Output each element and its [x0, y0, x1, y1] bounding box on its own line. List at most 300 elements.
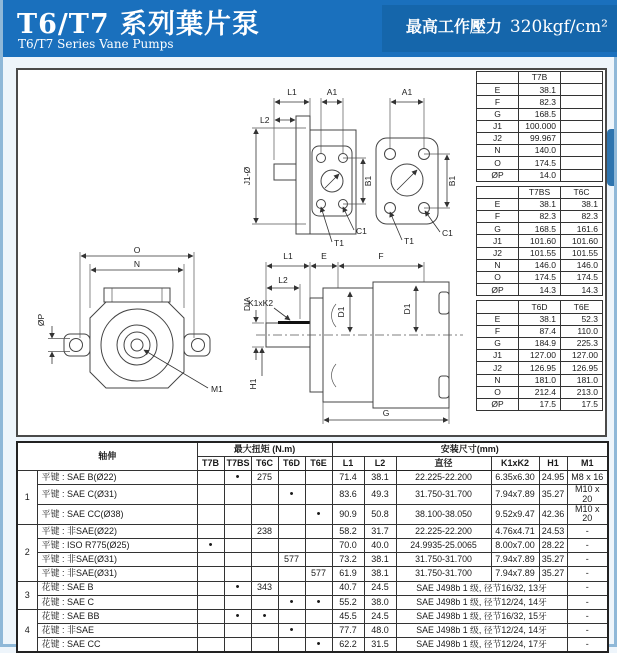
dim-value — [561, 132, 603, 144]
torque-cell: 577 — [305, 567, 332, 581]
callout-t1-1: T1 — [334, 238, 344, 248]
callout-m1: M1 — [211, 384, 223, 394]
torque-cell — [197, 595, 224, 609]
dim-table-t7bs-t6c — [476, 186, 603, 297]
dim-label-g: G — [382, 408, 390, 418]
spec-row — [17, 581, 608, 595]
dim-param: J2 — [477, 132, 519, 144]
dim-label-b1-2: B1 — [447, 175, 457, 187]
max-pressure-value: 320kgf/cm² — [509, 17, 608, 37]
dim-param: J1 — [477, 120, 519, 132]
torque-cell — [305, 624, 332, 638]
spec-row — [17, 638, 608, 652]
m1-value: - — [567, 539, 608, 553]
dim-param: G — [477, 108, 519, 120]
torque-cell — [305, 581, 332, 595]
group-number: 1 — [17, 470, 37, 524]
dim-table-row — [477, 157, 603, 169]
group-number: 4 — [17, 609, 37, 652]
torque-cell — [197, 485, 224, 505]
callout-c1-2: C1 — [442, 228, 453, 238]
h1-value: 35.27 — [539, 567, 567, 581]
spline-spec: SAE J498b 1 级, 径节16/32, 13牙 — [396, 581, 567, 595]
torque-cell — [278, 539, 305, 553]
dim-param: F — [477, 211, 519, 223]
h1-value: 35.27 — [539, 485, 567, 505]
max-pressure-label: 最高工作壓力 — [405, 19, 502, 36]
k1k2-value: 4.76x4.71 — [491, 524, 539, 538]
diagram-panel — [16, 68, 607, 437]
l1-value: 83.6 — [332, 485, 364, 505]
torque-cell — [305, 539, 332, 553]
dim-param: N — [477, 145, 519, 157]
dim-param: ØP — [477, 398, 519, 410]
dim-value: 146.0 — [519, 259, 561, 271]
spline-spec: SAE J498b 1 级, 径节16/32, 15牙 — [396, 609, 567, 623]
header-model: T6E — [305, 456, 332, 470]
torque-cell — [305, 524, 332, 538]
group-number: 3 — [17, 581, 37, 609]
dim-table-row — [477, 223, 603, 235]
torque-cell — [305, 470, 332, 484]
dim-table-model-header: T7BS — [519, 186, 561, 198]
header-model: T6C — [251, 456, 278, 470]
shaft-type-label: 平键 : 非SAE(Ø31) — [37, 553, 197, 567]
dim-value: 126.95 — [519, 362, 561, 374]
torque-cell — [224, 595, 251, 609]
torque-cell: 238 — [251, 524, 278, 538]
dim-value: 225.3 — [561, 337, 603, 349]
pump-rear-face-diagram — [244, 76, 494, 248]
torque-cell — [224, 539, 251, 553]
dim-table-row — [477, 84, 603, 96]
shaft-type-label: 花键 : SAE BB — [37, 609, 197, 623]
callout-k1k2: K1xK2 — [248, 298, 274, 308]
torque-cell: • — [197, 539, 224, 553]
dim-table-row — [477, 96, 603, 108]
m1-value: - — [567, 624, 608, 638]
dim-table-row — [477, 272, 603, 284]
torque-cell: • — [251, 609, 278, 623]
dim-param: E — [477, 313, 519, 325]
dim-table-model-header: T6E — [561, 301, 603, 313]
torque-cell: • — [278, 624, 305, 638]
dim-param: E — [477, 198, 519, 210]
dim-value: 181.0 — [561, 374, 603, 386]
dim-param: J2 — [477, 247, 519, 259]
spline-spec: SAE J498b 1 级, 径节12/24, 17牙 — [396, 638, 567, 652]
dim-value: 82.3 — [561, 211, 603, 223]
h1-value: 35.27 — [539, 553, 567, 567]
dim-table-row — [477, 325, 603, 337]
diameter-value: 31.750-31.700 — [396, 553, 491, 567]
dim-label-n: N — [133, 259, 141, 269]
l1-value: 77.7 — [332, 624, 364, 638]
dim-param: G — [477, 337, 519, 349]
dim-value: 212.4 — [519, 386, 561, 398]
shaft-type-label: 平键 : SAE C(Ø31) — [37, 485, 197, 505]
dim-table-row — [477, 350, 603, 362]
l1-value: 55.2 — [332, 595, 364, 609]
torque-cell: 275 — [251, 470, 278, 484]
dim-value: 161.6 — [561, 223, 603, 235]
dim-param: J1 — [477, 235, 519, 247]
k1k2-value: 9.52x9.47 — [491, 504, 539, 524]
m1-value: - — [567, 567, 608, 581]
shaft-type-label: 平键 : 非SAE(Ø31) — [37, 567, 197, 581]
torque-cell: • — [305, 595, 332, 609]
header-dim: M1 — [567, 456, 608, 470]
torque-cell: 577 — [278, 553, 305, 567]
dim-table-model-header — [477, 72, 519, 84]
dim-table-row — [477, 169, 603, 181]
torque-cell — [278, 609, 305, 623]
dim-value: 101.60 — [519, 235, 561, 247]
k1k2-value: 7.94x7.89 — [491, 567, 539, 581]
dim-value: 101.60 — [561, 235, 603, 247]
spline-spec: SAE J498b 1 级, 径节12/24, 14牙 — [396, 624, 567, 638]
shaft-type-label: 花键 : SAE CC — [37, 638, 197, 652]
torque-cell: • — [278, 485, 305, 505]
header-dim: H1 — [539, 456, 567, 470]
header-model: T7BS — [224, 456, 251, 470]
l1-value: 61.9 — [332, 567, 364, 581]
dim-value — [561, 96, 603, 108]
dim-table-row — [477, 284, 603, 296]
torque-cell — [278, 638, 305, 652]
spec-header-row-1 — [17, 442, 608, 456]
l2-value: 49.3 — [364, 485, 396, 505]
m1-value: M10 x 20 — [567, 504, 608, 524]
dim-table-model-header — [561, 72, 603, 84]
dim-value: 168.5 — [519, 223, 561, 235]
dim-table-row — [477, 386, 603, 398]
torque-cell — [305, 485, 332, 505]
dim-table-model-header: T7B — [519, 72, 561, 84]
dim-value: 82.3 — [519, 211, 561, 223]
dim-table-model-header — [477, 301, 519, 313]
l2-value: 38.1 — [364, 553, 396, 567]
torque-cell — [224, 553, 251, 567]
dim-param: ØP — [477, 284, 519, 296]
dim-value: 82.3 — [519, 96, 561, 108]
shaft-spec-table — [16, 441, 609, 653]
spec-row — [17, 524, 608, 538]
dim-value: 213.0 — [561, 386, 603, 398]
l2-value: 38.1 — [364, 470, 396, 484]
shaft-type-label: 平键 : SAE CC(Ø38) — [37, 504, 197, 524]
dim-label-h1: H1 — [248, 378, 258, 390]
dim-value: 38.1 — [561, 198, 603, 210]
dim-table-row — [477, 198, 603, 210]
dim-value: 127.00 — [519, 350, 561, 362]
torque-cell — [251, 504, 278, 524]
l2-value: 50.8 — [364, 504, 396, 524]
dim-value: 174.5 — [519, 157, 561, 169]
torque-cell — [251, 638, 278, 652]
dim-label-o: O — [133, 245, 141, 255]
m1-value: M8 x 16 — [567, 470, 608, 484]
dim-value: 127.00 — [561, 350, 603, 362]
h1-value: 24.95 — [539, 470, 567, 484]
l2-value: 24.5 — [364, 581, 396, 595]
dim-value: 100.000 — [519, 120, 561, 132]
torque-cell: • — [305, 638, 332, 652]
dim-table-t7b — [476, 71, 603, 182]
torque-cell — [224, 524, 251, 538]
dim-value: 181.0 — [519, 374, 561, 386]
header-model: T6D — [278, 456, 305, 470]
shaft-type-label: 平键 : SAE B(Ø22) — [37, 470, 197, 484]
torque-cell — [224, 624, 251, 638]
header-dim: 直径 — [396, 456, 491, 470]
dim-value — [561, 108, 603, 120]
dim-label-op: ØP — [36, 313, 46, 327]
dim-label-e: E — [321, 251, 327, 261]
torque-cell — [278, 470, 305, 484]
spline-spec: SAE J498b 1 级, 径节12/24, 14牙 — [396, 595, 567, 609]
dim-param: J2 — [477, 362, 519, 374]
dim-table-header-row — [477, 72, 603, 84]
dim-value: 38.1 — [519, 198, 561, 210]
dim-table-t6d-t6e — [476, 300, 603, 411]
spec-row — [17, 470, 608, 484]
dim-value: 101.55 — [519, 247, 561, 259]
dim-value: 38.1 — [519, 84, 561, 96]
torque-cell — [305, 609, 332, 623]
dim-table-row — [477, 211, 603, 223]
m1-value: M10 x 20 — [567, 485, 608, 505]
torque-cell — [197, 553, 224, 567]
k1k2-value: 7.94x7.89 — [491, 553, 539, 567]
dim-value: 101.55 — [561, 247, 603, 259]
m1-value: - — [567, 553, 608, 567]
callout-c1-1: C1 — [356, 226, 367, 236]
m1-value: - — [567, 595, 608, 609]
dim-value: 17.5 — [519, 398, 561, 410]
dim-value — [561, 84, 603, 96]
dim-value: 140.0 — [519, 145, 561, 157]
dim-label-dia: DIA — [242, 296, 252, 312]
dim-param: ØP — [477, 169, 519, 181]
dim-value: 14.0 — [519, 169, 561, 181]
l1-value: 58.2 — [332, 524, 364, 538]
l1-value: 90.9 — [332, 504, 364, 524]
torque-cell — [251, 624, 278, 638]
page-title: T6/T7 系列葉片泵 — [17, 9, 261, 40]
dim-table-row — [477, 259, 603, 271]
dim-value: 174.5 — [519, 272, 561, 284]
torque-cell — [197, 567, 224, 581]
group-number: 2 — [17, 524, 37, 581]
spec-row — [17, 609, 608, 623]
torque-cell: • — [224, 470, 251, 484]
torque-cell: 343 — [251, 581, 278, 595]
callout-t1-2: T1 — [404, 236, 414, 246]
torque-cell — [251, 567, 278, 581]
torque-cell — [278, 567, 305, 581]
diameter-value: 31.750-31.700 — [396, 485, 491, 505]
dim-param: O — [477, 272, 519, 284]
dim-table-model-header: T6D — [519, 301, 561, 313]
dim-value — [561, 169, 603, 181]
dim-value — [561, 157, 603, 169]
dim-label-d1-2: D1 — [402, 303, 412, 315]
diameter-value: 24.9935-25.0065 — [396, 539, 491, 553]
dim-label-a1-2: A1 — [401, 87, 413, 97]
header-dim: L1 — [332, 456, 364, 470]
spec-row — [17, 567, 608, 581]
dim-param: J1 — [477, 350, 519, 362]
dim-param: N — [477, 259, 519, 271]
dim-param: O — [477, 157, 519, 169]
spec-row — [17, 553, 608, 567]
dim-param: F — [477, 96, 519, 108]
page-header — [3, 0, 617, 57]
torque-cell — [197, 638, 224, 652]
dim-label-l2: L2 — [278, 275, 288, 285]
dim-value: 38.1 — [519, 313, 561, 325]
page-subtitle: T6/T7 Series Vane Pumps — [18, 37, 174, 51]
diameter-value: 31.750-31.700 — [396, 567, 491, 581]
dim-table-row — [477, 132, 603, 144]
torque-cell: • — [278, 595, 305, 609]
torque-cell — [197, 581, 224, 595]
dim-label-l1: L1 — [283, 251, 293, 261]
header-model: T7B — [197, 456, 224, 470]
dim-value: 110.0 — [561, 325, 603, 337]
torque-cell — [224, 504, 251, 524]
dim-value: 146.0 — [561, 259, 603, 271]
l1-value: 73.2 — [332, 553, 364, 567]
dim-param: G — [477, 223, 519, 235]
l1-value: 45.5 — [332, 609, 364, 623]
dim-label-l1: L1 — [287, 87, 297, 97]
torque-cell — [197, 524, 224, 538]
torque-cell — [224, 485, 251, 505]
dim-table-model-header: T6C — [561, 186, 603, 198]
dim-value — [561, 145, 603, 157]
dim-table-row — [477, 313, 603, 325]
dim-value: 87.4 — [519, 325, 561, 337]
l2-value: 48.0 — [364, 624, 396, 638]
dim-label-f: F — [378, 251, 384, 261]
dim-value: 14.3 — [561, 284, 603, 296]
shaft-type-label: 花键 : SAE B — [37, 581, 197, 595]
k1k2-value: 7.94x7.89 — [491, 485, 539, 505]
bookmark-tab[interactable] — [607, 129, 614, 186]
dim-value: 126.95 — [561, 362, 603, 374]
shaft-type-label: 平键 : 非SAE(Ø22) — [37, 524, 197, 538]
dim-table-row — [477, 108, 603, 120]
dim-table-header-row — [477, 186, 603, 198]
torque-cell — [197, 624, 224, 638]
dim-value: 184.9 — [519, 337, 561, 349]
m1-value: - — [567, 609, 608, 623]
torque-cell — [305, 553, 332, 567]
h1-value: 42.36 — [539, 504, 567, 524]
h1-value: 24.53 — [539, 524, 567, 538]
k1k2-value: 6.35x6.30 — [491, 470, 539, 484]
torque-cell — [197, 609, 224, 623]
dim-table-row — [477, 374, 603, 386]
pump-front-view-diagram — [32, 245, 262, 435]
dim-value — [561, 120, 603, 132]
header-torque: 最大扭矩 (N.m) — [197, 442, 332, 456]
torque-cell: • — [224, 609, 251, 623]
shaft-type-label: 花键 : 非SAE — [37, 624, 197, 638]
torque-cell — [197, 470, 224, 484]
dim-value: 14.3 — [519, 284, 561, 296]
dim-value: 99.967 — [519, 132, 561, 144]
dim-label-a1-1: A1 — [326, 87, 338, 97]
dim-label-d1-1: D1 — [336, 306, 346, 318]
torque-cell — [251, 539, 278, 553]
max-pressure — [406, 14, 608, 37]
spec-row — [17, 539, 608, 553]
l2-value: 40.0 — [364, 539, 396, 553]
spec-row — [17, 504, 608, 524]
shaft-type-label: 平键 : ISO R775(Ø25) — [37, 539, 197, 553]
torque-cell — [224, 567, 251, 581]
dim-table-model-header — [477, 186, 519, 198]
dim-param: O — [477, 386, 519, 398]
m1-value: - — [567, 638, 608, 652]
l2-value: 38.0 — [364, 595, 396, 609]
dim-table-row — [477, 337, 603, 349]
torque-cell — [224, 638, 251, 652]
diameter-value: 38.100-38.050 — [396, 504, 491, 524]
dim-table-row — [477, 145, 603, 157]
torque-cell — [251, 485, 278, 505]
m1-value: - — [567, 581, 608, 595]
dim-label-b1-1: B1 — [363, 175, 373, 187]
header-shaft: 轴伸 — [17, 442, 197, 470]
dim-table-row — [477, 398, 603, 410]
dim-value: 168.5 — [519, 108, 561, 120]
dim-label-j1: J1-Ø — [242, 166, 252, 186]
dimension-tables — [476, 71, 603, 415]
torque-cell — [251, 595, 278, 609]
spec-row — [17, 595, 608, 609]
header-dim: L2 — [364, 456, 396, 470]
torque-cell — [251, 553, 278, 567]
l2-value: 38.1 — [364, 567, 396, 581]
m1-value: - — [567, 524, 608, 538]
l1-value: 70.0 — [332, 539, 364, 553]
header-mount: 安装尺寸(mm) — [332, 442, 608, 456]
dim-param: F — [477, 325, 519, 337]
dim-value: 52.3 — [561, 313, 603, 325]
torque-cell — [278, 504, 305, 524]
spec-row — [17, 624, 608, 638]
torque-cell — [197, 504, 224, 524]
torque-cell: • — [305, 504, 332, 524]
h1-value: 28.22 — [539, 539, 567, 553]
pump-side-view-diagram — [242, 244, 493, 434]
dim-table-row — [477, 247, 603, 259]
l2-value: 31.7 — [364, 524, 396, 538]
dim-param: N — [477, 374, 519, 386]
l1-value: 71.4 — [332, 470, 364, 484]
l1-value: 40.7 — [332, 581, 364, 595]
l1-value: 62.2 — [332, 638, 364, 652]
shaft-type-label: 花键 : SAE C — [37, 595, 197, 609]
l2-value: 31.5 — [364, 638, 396, 652]
dim-param: E — [477, 84, 519, 96]
torque-cell: • — [224, 581, 251, 595]
torque-cell — [278, 581, 305, 595]
